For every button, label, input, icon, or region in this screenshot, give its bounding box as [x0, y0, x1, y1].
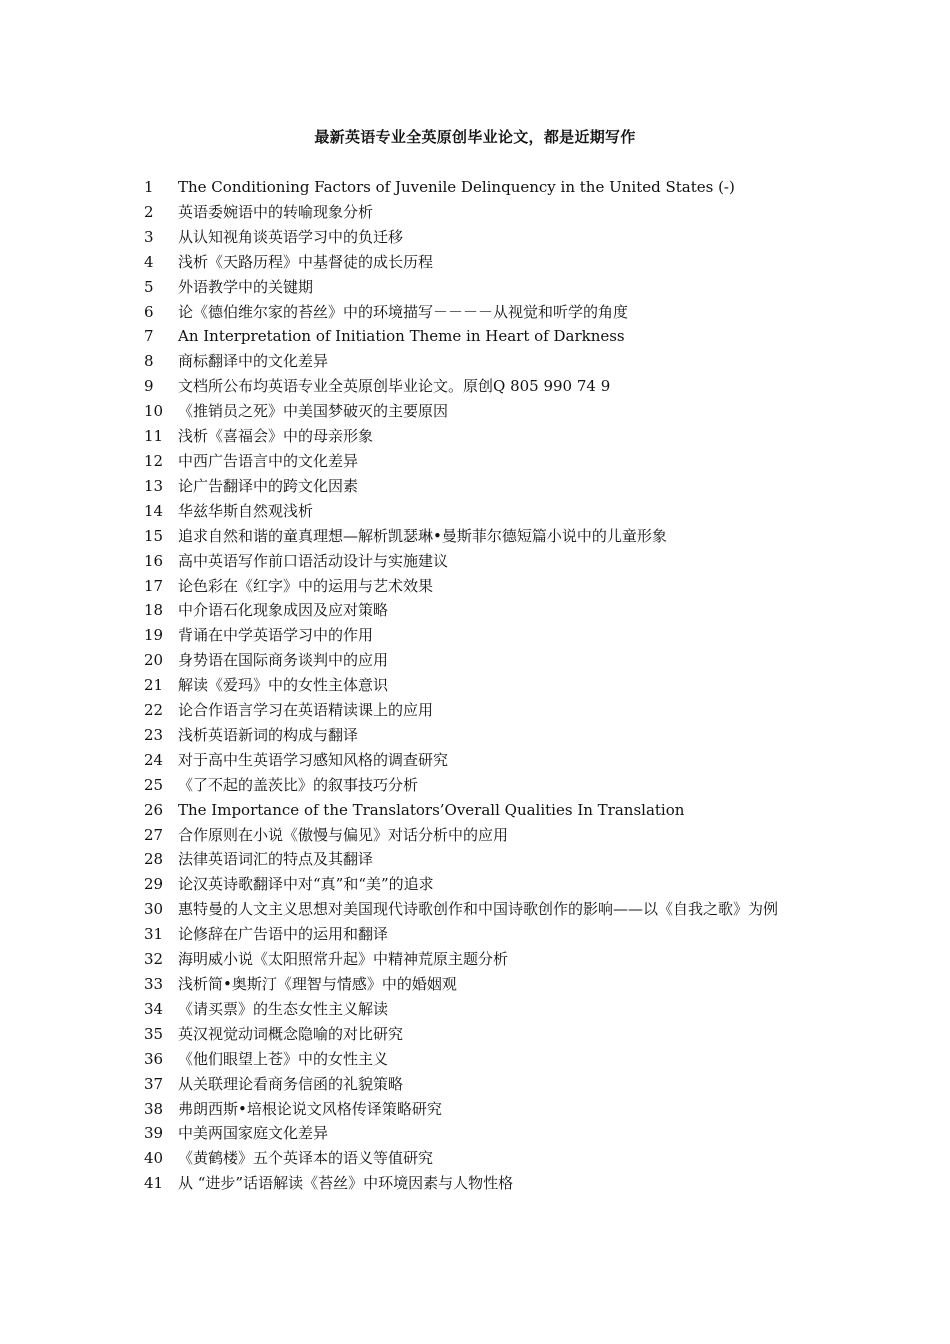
list-item: [144, 324, 814, 349]
item-number: 41: [144, 1174, 164, 1193]
item-number: 29: [144, 875, 164, 894]
list-item: [144, 872, 814, 897]
item-number: 30: [144, 900, 164, 919]
item-title: 高中英语写作前口语活动设计与实施建议: [178, 551, 449, 570]
item-title: 《请买票》的生态女性主义解读: [178, 999, 389, 1018]
item-number: 24: [144, 750, 164, 769]
item-number: 8: [144, 352, 154, 371]
item-number: 32: [144, 950, 164, 969]
item-number: 39: [144, 1124, 164, 1143]
page-title: 最新英语专业全英原创毕业论文，都是近期写作: [314, 128, 636, 146]
item-number: 40: [144, 1149, 164, 1168]
item-number: 12: [144, 451, 164, 470]
list-item: [144, 1171, 814, 1196]
list-item: [144, 549, 814, 574]
item-number: 33: [144, 975, 164, 993]
item-number: 19: [144, 626, 164, 645]
item-number: 28: [144, 850, 164, 869]
item-number: 7: [144, 327, 154, 346]
item-number: 37: [144, 1074, 164, 1093]
item-number: 5: [144, 277, 154, 296]
item-number: 17: [144, 576, 164, 595]
item-number: 9: [144, 377, 154, 396]
item-title: An Interpretation of Initiation Theme in Heart of Darkness: [178, 327, 625, 346]
thesis-list: [144, 175, 814, 1196]
item-title: 外语教学中的关键期: [178, 277, 314, 296]
item-title: 《了不起的盖茨比》的叙事技巧分析: [178, 775, 419, 794]
list-item: [144, 798, 814, 823]
item-number: 3: [144, 227, 154, 246]
item-title: 从 “进步”话语解读《苔丝》中环境因素与人物性格: [178, 1174, 514, 1193]
item-title: 论合作语言学习在英语精读课上的应用: [178, 701, 434, 720]
item-number: 11: [144, 427, 164, 446]
list-item: [144, 1047, 814, 1072]
item-number: 6: [144, 302, 154, 321]
list-item: [144, 997, 814, 1022]
item-title: 浅析《喜福会》中的母亲形象: [178, 427, 374, 446]
list-item: [144, 225, 814, 250]
list-item: [144, 723, 814, 748]
list-item: [144, 250, 814, 275]
item-number: 34: [144, 999, 164, 1018]
list-item: [144, 349, 814, 374]
item-title: 论修辞在广告语中的运用和翻译: [178, 925, 389, 944]
list-item: [144, 698, 814, 723]
list-item: [144, 922, 814, 947]
item-title: 合作原则在小说《傲慢与偏见》对话分析中的应用: [178, 825, 509, 844]
list-item: [144, 200, 814, 225]
item-title: 从认知视角谈英语学习中的负迁移: [178, 227, 404, 246]
list-item: [144, 648, 814, 673]
item-number: 18: [144, 601, 164, 620]
list-item: [144, 374, 814, 399]
list-item: [144, 748, 814, 773]
list-item: [144, 1146, 814, 1171]
item-number: 26: [144, 800, 164, 819]
item-title: 浅析英语新词的构成与翻译: [178, 725, 359, 744]
item-title: 背诵在中学英语学习中的作用: [178, 626, 374, 645]
item-number: 13: [144, 476, 164, 495]
item-title: 对于高中生英语学习感知风格的调查研究: [178, 750, 449, 769]
list-item: [144, 574, 814, 599]
item-title: 惠特曼的人文主义思想对美国现代诗歌创作和中国诗歌创作的影响——以《自我之歌》为例: [178, 900, 779, 919]
item-title: 解读《爱玛》中的女性主体意识: [178, 676, 389, 695]
item-number: 23: [144, 725, 164, 744]
item-title: 身势语在国际商务谈判中的应用: [178, 651, 389, 670]
item-number: 15: [144, 526, 164, 545]
item-title: 商标翻译中的文化差异: [178, 352, 329, 371]
item-title: 华兹华斯自然观浅析: [178, 501, 314, 520]
item-title: 弗朗西斯•培根论说文风格传译策略研究: [178, 1099, 442, 1118]
list-item: [144, 823, 814, 848]
item-title: 法律英语词汇的特点及其翻译: [178, 850, 374, 869]
list-item: [144, 623, 814, 648]
item-title: 浅析简•奥斯汀《理智与情感》中的婚姻观: [178, 975, 457, 993]
item-title: 追求自然和谐的童真理想—解析凯瑟琳•曼斯菲尔德短篇小说中的儿童形象: [178, 526, 667, 545]
item-title: 文档所公布均英语专业全英原创毕业论文。原创Q 805 990 74 9: [178, 377, 611, 396]
item-title: 中美两国家庭文化差异: [178, 1124, 329, 1143]
item-title: 《他们眼望上苍》中的女性主义: [178, 1049, 389, 1068]
item-title: 中介语石化现象成因及应对策略: [178, 601, 389, 620]
item-number: 27: [144, 825, 164, 844]
item-title: The Conditioning Factors of Juvenile Delinquency in the United States (-): [178, 178, 735, 196]
item-title: 《推销员之死》中美国梦破灭的主要原因: [178, 402, 449, 421]
list-item: [144, 449, 814, 474]
item-title: 论汉英诗歌翻译中对“真”和“美”的追求: [178, 875, 434, 894]
item-title: 英语委婉语中的转喻现象分析: [178, 202, 374, 221]
item-number: 1: [144, 178, 154, 196]
list-item: [144, 773, 814, 798]
item-number: 38: [144, 1099, 164, 1118]
item-number: 4: [144, 252, 154, 271]
item-title: 论《德伯维尔家的苔丝》中的环境描写－－－－从视觉和听学的角度: [178, 302, 629, 321]
item-number: 21: [144, 676, 164, 695]
item-number: 22: [144, 701, 164, 720]
list-item: [144, 972, 814, 997]
item-number: 35: [144, 1024, 164, 1043]
list-item: [144, 175, 814, 200]
list-item: [144, 947, 814, 972]
item-number: 31: [144, 925, 164, 944]
list-item: [144, 847, 814, 872]
item-number: 14: [144, 501, 164, 520]
item-title: The Importance of the Translators’Overall Qualities In Translation: [178, 800, 685, 819]
item-number: 10: [144, 402, 164, 421]
list-item: [144, 1097, 814, 1122]
item-title: 论广告翻译中的跨文化因素: [178, 476, 359, 495]
item-title: 论色彩在《红字》中的运用与艺术效果: [178, 576, 434, 595]
list-item: [144, 474, 814, 499]
item-title: 中西广告语言中的文化差异: [178, 451, 359, 470]
list-item: [144, 424, 814, 449]
item-title: 浅析《天路历程》中基督徒的成长历程: [178, 252, 434, 271]
item-number: 2: [144, 202, 154, 221]
item-title: 从关联理论看商务信函的礼貌策略: [178, 1074, 404, 1093]
item-number: 20: [144, 651, 164, 670]
list-item: [144, 1072, 814, 1097]
list-item: [144, 897, 814, 922]
list-item: [144, 399, 814, 424]
list-item: [144, 499, 814, 524]
list-item: [144, 673, 814, 698]
list-item: [144, 524, 814, 549]
item-title: 《黄鹤楼》五个英译本的语义等值研究: [178, 1149, 434, 1168]
item-number: 25: [144, 775, 164, 794]
list-item: [144, 300, 814, 325]
item-title: 英汉视觉动词概念隐喻的对比研究: [178, 1024, 404, 1043]
list-item: [144, 598, 814, 623]
item-number: 16: [144, 551, 164, 570]
list-item: [144, 275, 814, 300]
item-title: 海明威小说《太阳照常升起》中精神荒原主题分析: [178, 950, 509, 969]
item-number: 36: [144, 1049, 164, 1068]
list-item: [144, 1022, 814, 1047]
list-item: [144, 1121, 814, 1146]
